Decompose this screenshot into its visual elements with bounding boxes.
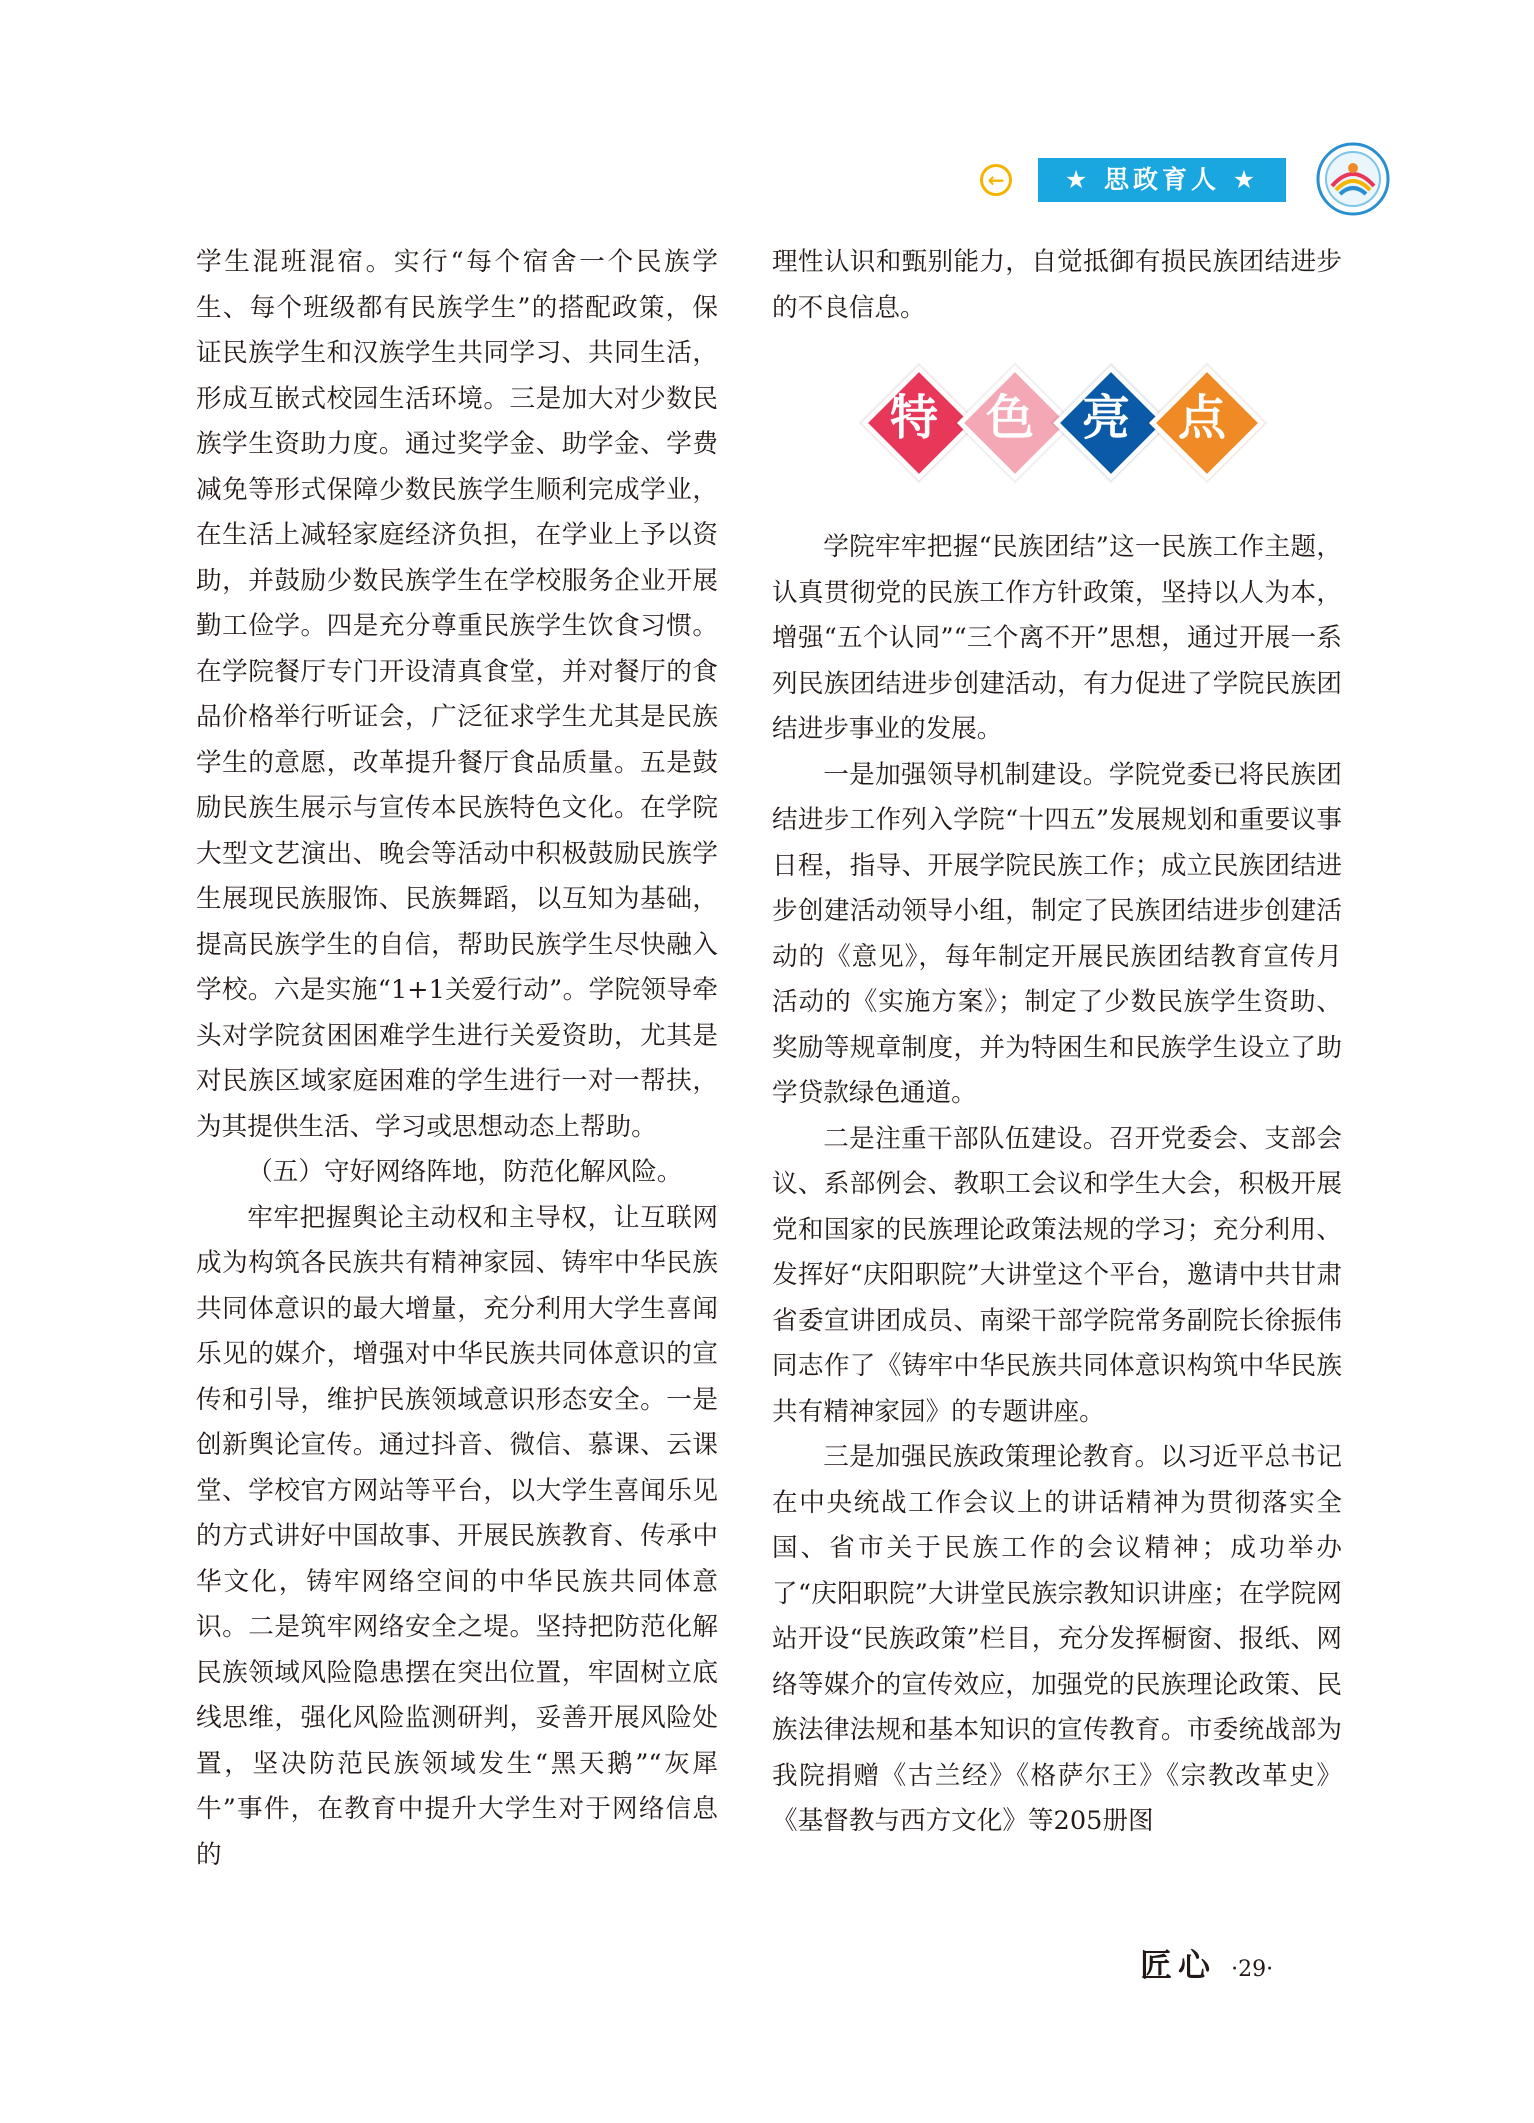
badge-char: 特 <box>889 390 938 446</box>
body-paragraph: 三是加强民族政策理论教育。以习近平总书记在中央统战工作会议上的讲话精神为贯彻落实全国、省市关于民族工作的会议精神；成功举办了“庆阳职院”大讲堂民族宗教知识讲座；在学院网站开设“民族政策”栏目，充分发挥橱窗、报纸、网络等媒介的宣传效应，加强党的民族理论政策、民族法律法规和基本知识的宣传教育。市委统战部为我院捐赠《古兰经》《格萨尔王》《宗教改革史》《基督教与西方文化》等205册图 <box>772 1442 1342 1836</box>
section-banner: ★ 思政育人 ★ <box>1038 158 1286 202</box>
subsection-heading: （五）守好网络阵地，防范化解风险。 <box>247 1157 683 1187</box>
badge-char: 色 <box>985 390 1034 446</box>
school-emblem-icon <box>1316 142 1390 216</box>
body-paragraph: 学院牢牢把握“民族团结”这一民族工作主题，认真贯彻党的民族工作方针政策，坚持以人为本，增强“五个认同”“三个离不开”思想，通过开展一系列民族团结进步创建活动，有力促进了学院民族团结进步事业的发展。 <box>772 532 1342 744</box>
badge-char: 亮 <box>1081 390 1130 446</box>
right-column <box>772 240 1342 1845</box>
magazine-name: 匠心 <box>1140 1946 1217 1984</box>
body-paragraph: 理性认识和甄别能力，自觉抵御有损民族团结进步的不良信息。 <box>772 247 1342 323</box>
badge-diamond <box>862 366 966 470</box>
body-paragraph: 牢牢把握舆论主动权和主导权，让互联网成为构筑各民族共有精神家园、铸牢中华民族共同体意识的最大增量，充分利用大学生喜闻乐见的媒介，增强对中华民族共同体意识的宣传和引导，维护民族领域意识形态安全。一是创新舆论宣传。通过抖音、微信、慕课、云课堂、学校官方网站等平台，以大学生喜闻乐见的方式讲好中国故事、开展民族教育、传承中华文化，铸牢网络空间的中华民族共同体意识。二是筑牢网络安全之堤。坚持把防范化解民族领域风险隐患摆在突出位置，牢固树立底线思维，强化风险监测研判，妥善开展风险处置，坚决防范民族领域发生“黑天鹅”“灰犀牛”事件，在教育中提升大学生对于网络信息的 <box>196 1202 718 1870</box>
section-badge-features <box>862 351 1342 501</box>
page-number: ·29· <box>1231 1957 1274 1982</box>
body-paragraph: 一是加强领导机制建设。学院党委已将民族团结进步工作列入学院“十四五”发展规划和重要议事日程，指导、开展学院民族工作；成立民族团结进步创建活动领导小组，制定了民族团结进步创建活动的《意见》，每年制定开展民族团结教育宣传月活动的《实施方案》；制定了少数民族学生资助、奖励等规章制度，并为特困生和民族学生设立了助学贷款绿色通道。 <box>772 759 1342 1108</box>
left-column <box>196 240 718 1878</box>
badge-diamond <box>958 366 1062 470</box>
badge-diamond <box>1150 366 1254 470</box>
page-header <box>980 138 1400 218</box>
badge-char: 点 <box>1177 390 1226 446</box>
body-paragraph: 学生混班混宿。实行“每个宿舍一个民族学生、每个班级都有民族学生”的搭配政策，保证民族学生和汉族学生共同学习、共同生活，形成互嵌式校园生活环境。三是加大对少数民族学生资助力度。通过奖学金、助学金、学费减免等形式保障少数民族学生顺利完成学业，在生活上减轻家庭经济负担，在学业上予以资助，并鼓励少数民族学生在学校服务企业开展勤工俭学。四是充分尊重民族学生饮食习惯。在学院餐厅专门开设清真食堂，并对餐厅的食品价格举行听证会，广泛征求学生尤其是民族学生的意愿，改革提升餐厅食品质量。五是鼓励民族生展示与宣传本民族特色文化。在学院大型文艺演出、晚会等活动中积极鼓励民族学生展现民族服饰、民族舞蹈，以互知为基础，提高民族学生的自信，帮助民族学生尽快融入学校。六是实施“1+1关爱行动”。学院领导牵头对学院贫困困难学生进行关爱资助，尤其是对民族区域家庭困难的学生进行一对一帮扶，为其提供生活、学习或思想动态上帮助。 <box>196 247 718 1142</box>
body-paragraph: 二是注重干部队伍建设。召开党委会、支部会议、系部例会、教职工会议和学生大会，积极开展党和国家的民族理论政策法规的学习；充分利用、发挥好“庆阳职院”大讲堂这个平台，邀请中共甘肃省委宣讲团成员、南梁干部学院常务副院长徐振伟同志作了《铸牢中华民族共同体意识构筑中华民族共有精神家园》的专题讲座。 <box>772 1123 1342 1427</box>
page-footer <box>1140 1940 1273 1986</box>
badge-diamond <box>1054 366 1158 470</box>
circle-arrow-left-icon: ← <box>980 164 1012 196</box>
